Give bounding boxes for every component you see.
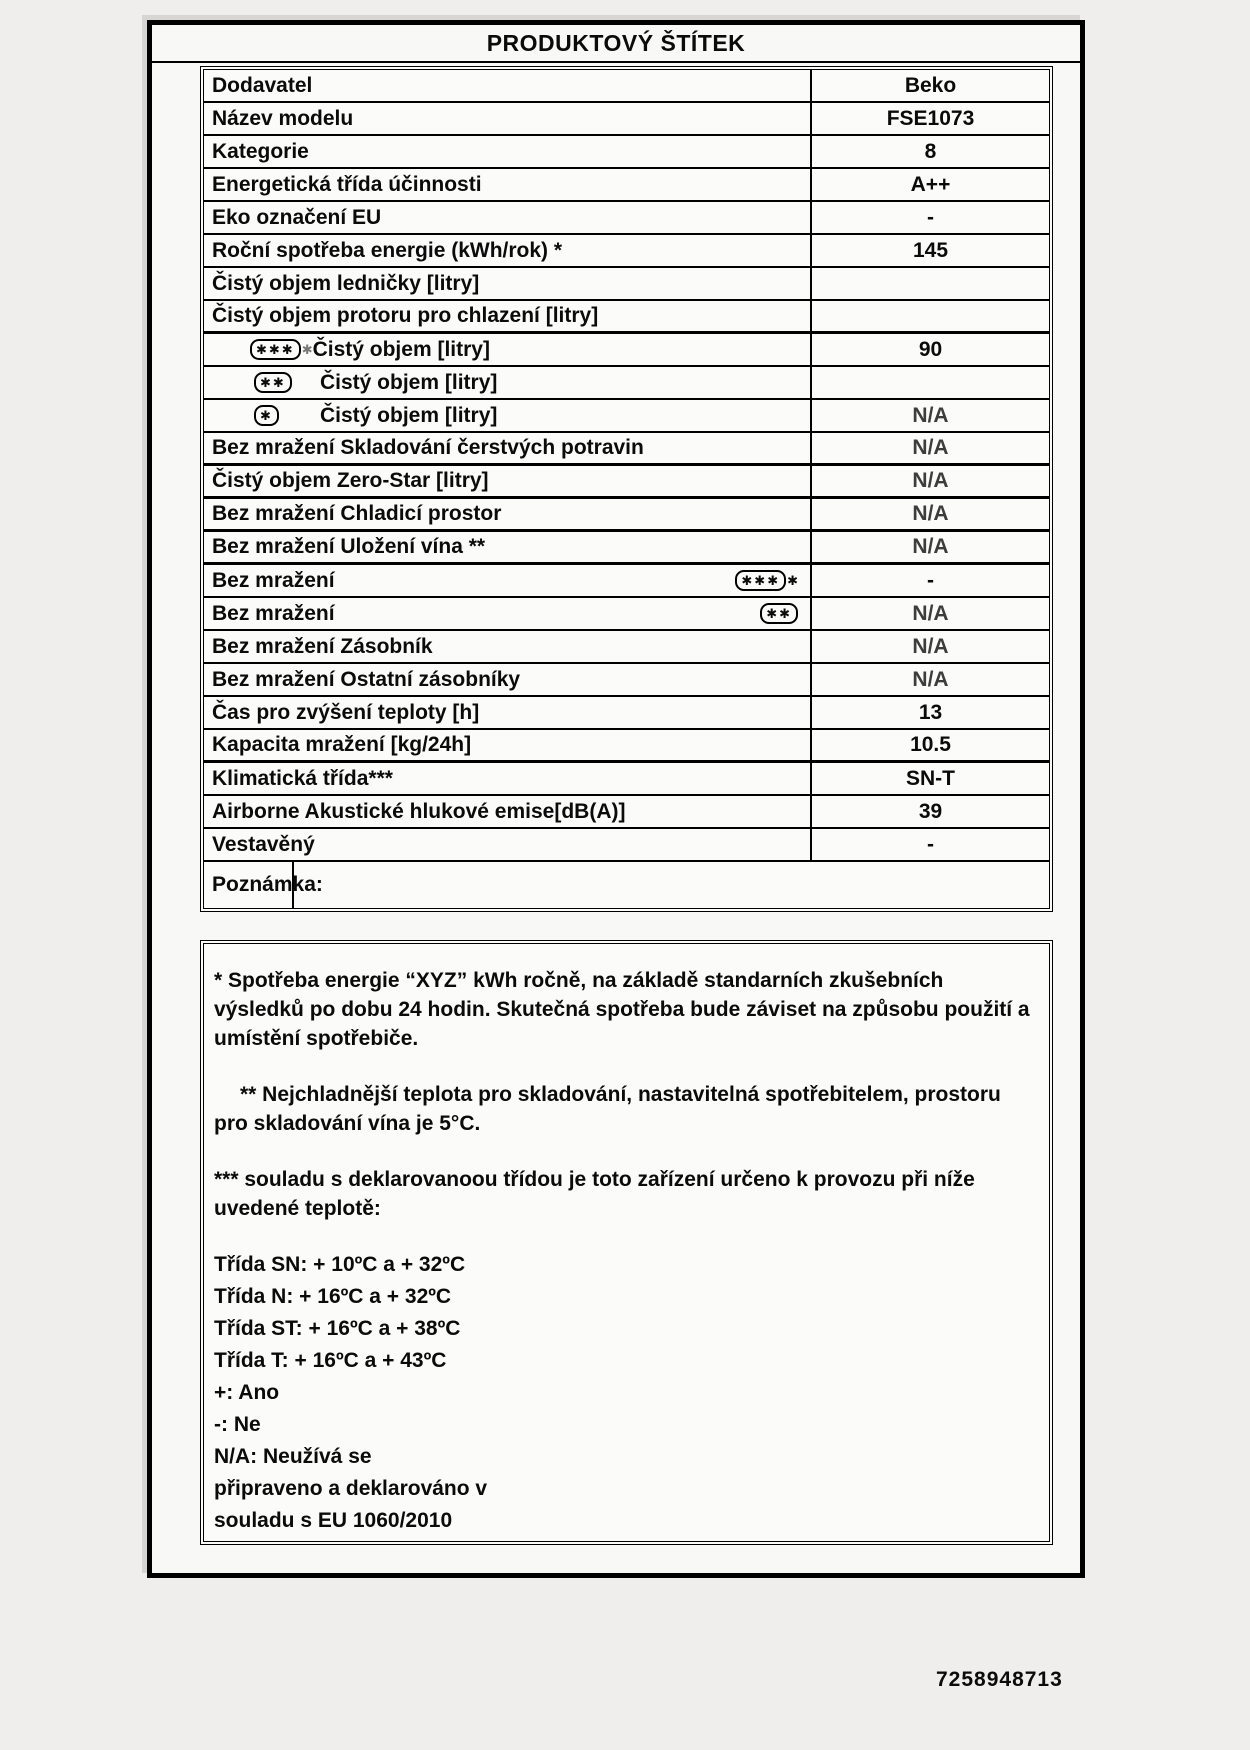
label-cell — [204, 169, 810, 200]
label-cell — [204, 268, 810, 299]
label-text: Energetická třída účinnosti — [212, 172, 482, 196]
table-row — [204, 697, 1049, 730]
value-cell — [810, 367, 1049, 398]
table-row — [204, 499, 1049, 532]
label-cell — [204, 664, 810, 695]
table-row — [204, 169, 1049, 202]
label-text: Bez mražení — [212, 601, 335, 625]
value-cell: 90 — [810, 334, 1049, 365]
table-row — [204, 829, 1049, 862]
table-row — [204, 400, 1049, 433]
label-text: Dodavatel — [212, 73, 313, 97]
freezer-4-star-icon — [735, 570, 798, 591]
footnote-line: Třída N: + 16ºC a + 32ºC — [214, 1285, 452, 1308]
table-row — [204, 763, 1049, 796]
table-row — [204, 730, 1049, 763]
outer-star: ✱ — [301, 341, 313, 357]
label-text: Čas pro zvýšení teploty [h] — [212, 700, 480, 724]
table-row — [204, 367, 1049, 400]
label-text: Bez mražení Skladování čerstvých potravin — [212, 436, 644, 459]
label-text: Název modelu — [212, 106, 354, 130]
label-cell — [204, 367, 810, 398]
footnote-paragraph: * Spotřeba energie “XYZ” kWh ročně, na základě standarních zkušebních výsledků po dobu 24 hodin. Skutečná spotřeba bude záviset na způsobu použití a umístění spotřebiče. — [214, 969, 1030, 1050]
footnote-line: Třída SN: + 10ºC a + 32ºC — [214, 1253, 466, 1276]
label-cell — [204, 334, 810, 365]
freezer-1-star-icon — [254, 405, 320, 426]
table-row — [204, 334, 1049, 367]
footnote-line: Třída ST: + 16ºC a + 38ºC — [214, 1317, 461, 1340]
table-row — [204, 136, 1049, 169]
label-text: Bez mražení Chladicí prostor — [212, 502, 502, 525]
table-row — [204, 796, 1049, 829]
table-row — [204, 301, 1049, 334]
table-row — [204, 202, 1049, 235]
label-cell — [204, 400, 810, 431]
label-cell — [204, 466, 810, 496]
footnote-paragraph: ** Nejchladnější teplota pro skladování, nastavitelná spotřebitelem, prostoru pro skladování vína je 5°C. — [214, 1083, 1001, 1135]
table-row — [204, 466, 1049, 499]
label-cell — [204, 862, 1049, 908]
label-cell — [204, 136, 810, 167]
label-text: Čistý objem [litry] — [320, 403, 498, 427]
label-text: Vestavěný — [212, 832, 315, 856]
table-row — [204, 103, 1049, 136]
label-cell — [204, 565, 810, 596]
value-cell: N/A — [810, 664, 1049, 695]
star-box: ✱ — [254, 405, 279, 426]
table-row — [204, 664, 1049, 697]
label-cell — [204, 631, 810, 662]
value-cell: - — [810, 829, 1049, 860]
footnote-line: Třída T: + 16ºC a + 43ºC — [214, 1349, 447, 1372]
label-text: Klimatická třída*** — [212, 766, 393, 790]
label-text: Bez mražení — [212, 568, 335, 592]
footnotes-box — [200, 940, 1053, 1545]
value-cell: N/A — [810, 433, 1049, 463]
doc-number: 7258948713 — [936, 1668, 1063, 1691]
label-cell — [204, 499, 810, 529]
table-row — [204, 532, 1049, 565]
value-cell: N/A — [810, 400, 1049, 431]
label-cell — [204, 532, 810, 562]
label-text: Čistý objem [litry] — [312, 337, 490, 361]
value-cell: 39 — [810, 796, 1049, 827]
footnote-line: N/A: Neužívá se — [214, 1445, 372, 1468]
label-text: Bez mražení Zásobník — [212, 634, 433, 658]
footnote-line: -: Ne — [214, 1413, 261, 1436]
label-cell — [204, 598, 810, 629]
label-text: Bez mražení Uložení vína ** — [212, 535, 486, 558]
label-text: Čistý objem [litry] — [320, 370, 498, 394]
value-cell: N/A — [810, 631, 1049, 662]
table-row — [204, 598, 1049, 631]
label-text: Čistý objem protoru pro chlazení [litry] — [212, 304, 599, 327]
label-text: Roční spotřeba energie (kWh/rok) * — [212, 238, 563, 262]
value-cell — [810, 268, 1049, 299]
footnote-paragraph: *** souladu s deklarovanoou třídou je toto zařízení určeno k provozu při níže uvedené teplotě: — [214, 1168, 975, 1220]
spec-table — [200, 66, 1053, 912]
table-row — [204, 235, 1049, 268]
value-cell: 10.5 — [810, 730, 1049, 760]
label-cell — [204, 301, 810, 331]
value-cell: FSE1073 — [810, 103, 1049, 134]
label-cell — [204, 763, 810, 794]
label-cell — [204, 829, 810, 860]
value-cell: - — [810, 565, 1049, 596]
outer-star: ✱ — [787, 572, 798, 588]
label-text: Čistý objem Zero-Star [litry] — [212, 469, 489, 492]
value-cell: Beko — [810, 70, 1049, 101]
star-box: ✱✱✱ — [735, 570, 786, 591]
value-cell: - — [810, 202, 1049, 233]
table-row — [204, 631, 1049, 664]
value-cell: N/A — [810, 499, 1049, 529]
freezer-2-star-icon — [760, 603, 798, 624]
value-cell — [810, 301, 1049, 331]
value-cell: 145 — [810, 235, 1049, 266]
label-cell — [204, 235, 810, 266]
freezer-4-star-icon — [250, 339, 313, 360]
label-cell — [204, 697, 810, 728]
table-row — [204, 268, 1049, 301]
value-cell: 13 — [810, 697, 1049, 728]
value-cell: N/A — [810, 532, 1049, 562]
freezer-2-star-icon — [254, 372, 320, 393]
value-cell: 8 — [810, 136, 1049, 167]
label-text: Čistý objem ledničky [litry] — [212, 271, 480, 295]
label-cell — [204, 730, 810, 760]
value-cell: SN-T — [810, 763, 1049, 794]
title-band — [152, 25, 1080, 63]
footnote-line: připraveno a deklarováno v — [214, 1477, 488, 1500]
table-row — [204, 70, 1049, 103]
value-cell: N/A — [810, 466, 1049, 496]
label-text: Poznámka: — [212, 873, 323, 896]
table-row — [204, 565, 1049, 598]
star-box: ✱✱ — [254, 372, 292, 393]
page-title: PRODUKTOVÝ ŠTÍTEK — [486, 29, 746, 56]
label-cell — [204, 796, 810, 827]
label-text: Eko označení EU — [212, 205, 382, 229]
label-text: Kapacita mražení [kg/24h] — [212, 733, 472, 756]
label-cell — [204, 70, 810, 101]
label-cell — [204, 433, 810, 463]
label-text: Airborne Akustické hlukové emise[dB(A)] — [212, 799, 626, 823]
footnote-line: souladu s EU 1060/2010 — [214, 1509, 453, 1532]
footnote-line: +: Ano — [214, 1381, 280, 1404]
label-cell — [204, 202, 810, 233]
table-row — [204, 433, 1049, 466]
value-cell: N/A — [810, 598, 1049, 629]
value-cell: A++ — [810, 169, 1049, 200]
note-row — [204, 862, 1049, 908]
star-box: ✱✱ — [760, 603, 798, 624]
star-box: ✱✱✱ — [250, 339, 301, 360]
label-cell — [204, 103, 810, 134]
label-text: Kategorie — [212, 139, 309, 163]
product-label-document — [147, 20, 1085, 1578]
label-text: Bez mražení Ostatní zásobníky — [212, 667, 521, 691]
